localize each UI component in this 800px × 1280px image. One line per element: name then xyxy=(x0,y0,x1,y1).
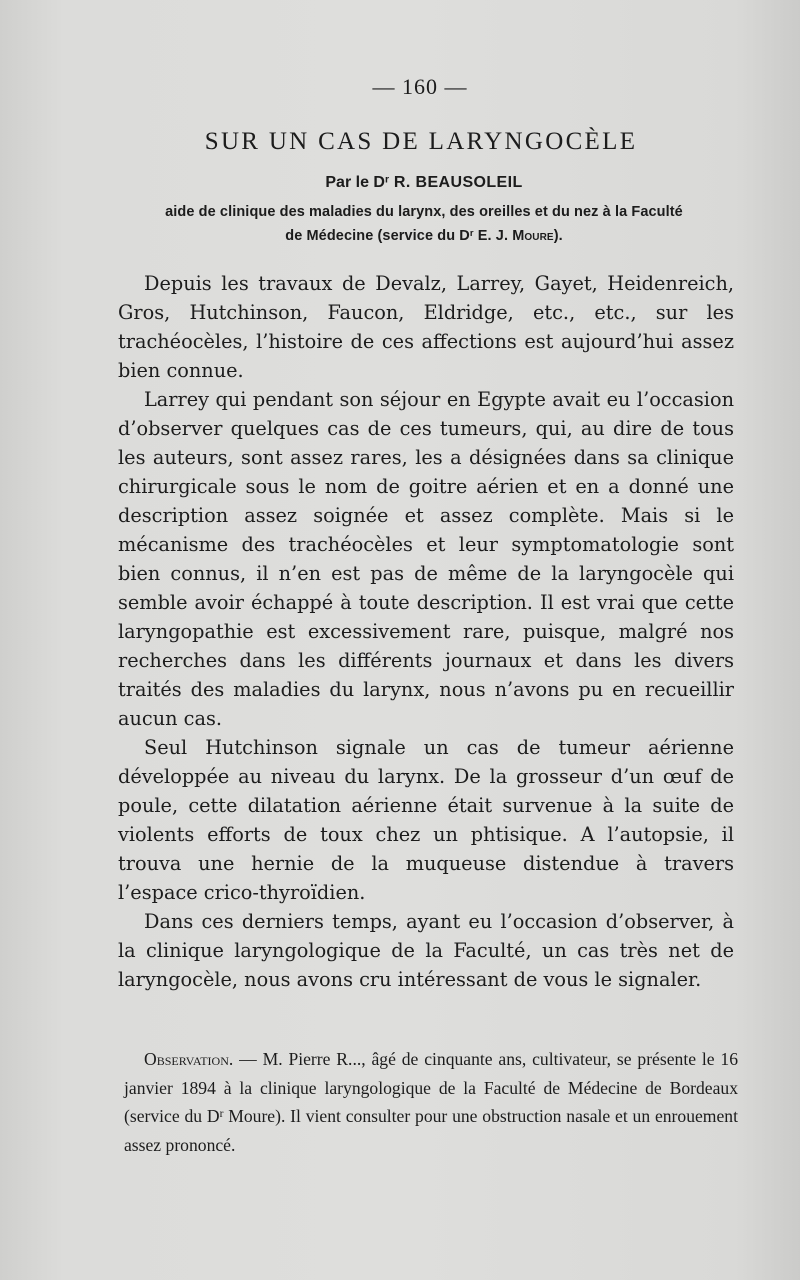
paragraph: Dans ces derniers temps, ayant eu l’occasion d’observer, à la clinique laryngologique de la Faculté, un cas très net de laryngocèle, nous avons cru intéressant de vous le signaler. xyxy=(118,910,734,991)
affiliation-line2-mid: E. J. xyxy=(473,228,513,244)
author-name: R. BEAUSOLEIL xyxy=(389,174,523,191)
affiliation-line2-end: ). xyxy=(553,228,563,244)
observation-paragraph xyxy=(124,1045,738,1159)
author-byline xyxy=(0,174,800,192)
observation-sup: r xyxy=(219,1107,224,1120)
paragraph: Depuis les travaux de Devalz, Larrey, Gayet, Heidenreich, Gros, Hutchinson, Faucon, Eldridge, etc., etc., sur les trachéocèles, l’histoire de ces affections est aujourd’hui assez bien connue. xyxy=(118,272,734,382)
paragraph: Seul Hutchinson signale un cas de tumeur aérienne développée au niveau du larynx. De la grosseur d’un œuf de poule, cette dilatation aérienne était survenue à la suite de violents efforts de toux chez un phtisique. A l’autopsie, il trouva une hernie de la muqueuse distendue à travers l’espace crico-thyroïdien. xyxy=(118,736,734,904)
observation-label: Observation. xyxy=(144,1049,234,1069)
affiliation-line-2 xyxy=(116,224,732,248)
affiliation-director-name: Moure xyxy=(512,228,554,244)
page-number: — 160 — xyxy=(372,74,468,99)
paragraph: Larrey qui pendant son séjour en Egypte avait eu l’occasion d’observer quelques cas de ces tumeurs, qui, au dire de tous les auteurs, sont assez rares, les a désignées dans sa clinique chirurgicale sous le nom de goitre aérien et en a donné une description assez soignée et assez complète. Mais si le mécanisme des trachéocèles et leur symptomatologie sont bien connus, il n’en est pas de même de la laryngocèle qui semble avoir échappé à toute description. Il est vrai que cette laryngopathie est excessivement rare, puisque, malgré nos recherches dans les différents journaux et dans les divers traités des maladies du larynx, nous n’avons pu en recueillir aucun cas. xyxy=(118,388,734,730)
observation-section xyxy=(124,1045,738,1159)
observation-text-end: Moure). Il vient consulter pour une obstruction nasale et un enrouement assez prononcé. xyxy=(124,1106,738,1155)
byline-prefix-sup: r xyxy=(384,174,390,186)
affiliation-line-1: aide de clinique des maladies du larynx, des oreilles et du nez à la Faculté xyxy=(165,204,683,220)
affiliation-line2-sup: r xyxy=(469,226,474,238)
byline-prefix: Par le D xyxy=(325,174,385,191)
observation-text: — M. Pierre R..., âgé de cinquante ans, cultivateur, se présente le 16 janvier 1894 à la clinique laryngologique de la Faculté de Médecine de Bordeaux (service du D xyxy=(124,1049,738,1126)
article-title: SUR UN CAS DE LARYNGOCÈLE xyxy=(204,128,638,155)
author-affiliation xyxy=(116,200,732,248)
affiliation-line2-start: de Médecine (service du D xyxy=(285,228,470,244)
article-body xyxy=(118,269,734,994)
